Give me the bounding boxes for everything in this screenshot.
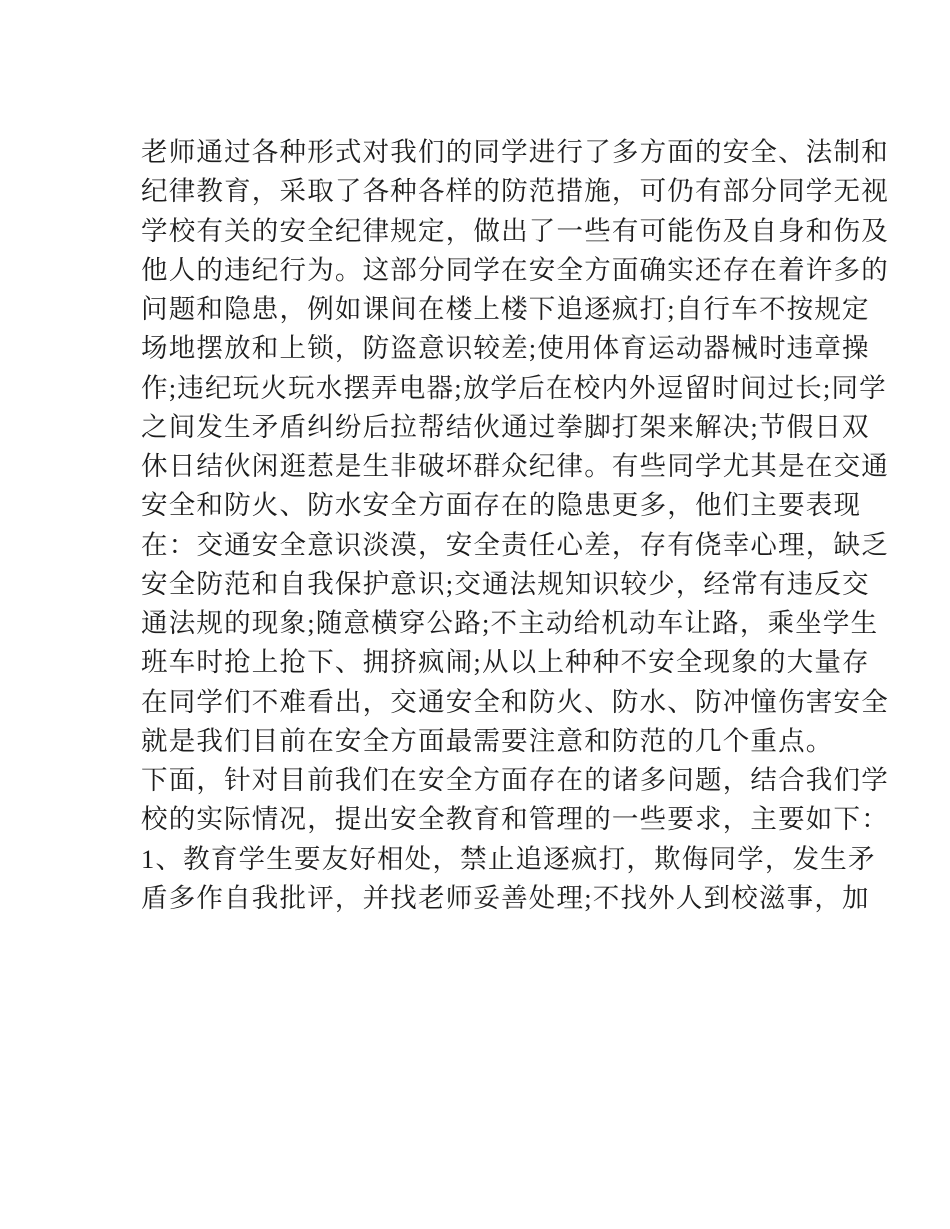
text-line: 纪律教育，采取了各种各样的防范措施，可仍有部分同学无视	[141, 176, 889, 207]
text-line: 休日结伙闲逛惹是生非破坏群众纪律。有些同学尤其是在交通	[141, 451, 889, 481]
text-line: 之间发生矛盾纠纷后拉帮结伙通过拳脚打架来解决;节假日双	[141, 411, 870, 442]
text-line: 老师通过各种形式对我们的同学进行了多方面的安全、法制和	[141, 137, 889, 167]
text-line: 通法规的现象;随意横穿公路;不主动给机动车让路，乘坐学生	[141, 608, 879, 638]
text-line: 问题和隐患，例如课间在楼上楼下追逐疯打;自行车不按规定	[141, 294, 870, 324]
text-line: 就是我们目前在安全方面最需要注意和防范的几个重点。	[141, 725, 834, 756]
text-line: 班车时抢上抢下、拥挤疯闹;从以上种种不安全现象的大量存	[141, 647, 870, 678]
text-line: 场地摆放和上锁，防盗意识较差;使用体育运动器械时违章操	[141, 333, 870, 364]
text-line: 下面，针对目前我们在安全方面存在的诸多问题，结合我们学	[141, 765, 889, 795]
text-line: 他人的违纪行为。这部分同学在安全方面确实还存在着许多的	[141, 254, 889, 285]
text-line: 作;违纪玩火玩水摆弄电器;放学后在校内外逗留时间过长;同学	[141, 372, 887, 403]
text-line: 在：交通安全意识淡漠，安全责任心差，存有侥幸心理，缺乏	[141, 529, 889, 560]
list-item-text: 1、教育学生要友好相处，禁止追逐疯打，欺侮同学，发生矛	[141, 843, 876, 874]
text-line: 校的实际情况，提出安全教育和管理的一些要求，主要如下：	[141, 804, 889, 835]
body-text	[141, 133, 889, 918]
text-line: 安全防范和自我保护意识;交通法规知识较少，经常有违反交	[141, 568, 870, 599]
text-line: 学校有关的安全纪律规定，做出了一些有可能伤及自身和伤及	[141, 215, 889, 246]
text-line: 在同学们不难看出，交通安全和防火、防水、防冲憧伤害安全	[141, 686, 889, 717]
text-line: 安全和防火、防水安全方面存在的隐患更多，他们主要表现	[141, 490, 862, 521]
list-item-text: 盾多作自我批评，并找老师妥善处理;不找外人到校滋事，加	[141, 882, 870, 913]
